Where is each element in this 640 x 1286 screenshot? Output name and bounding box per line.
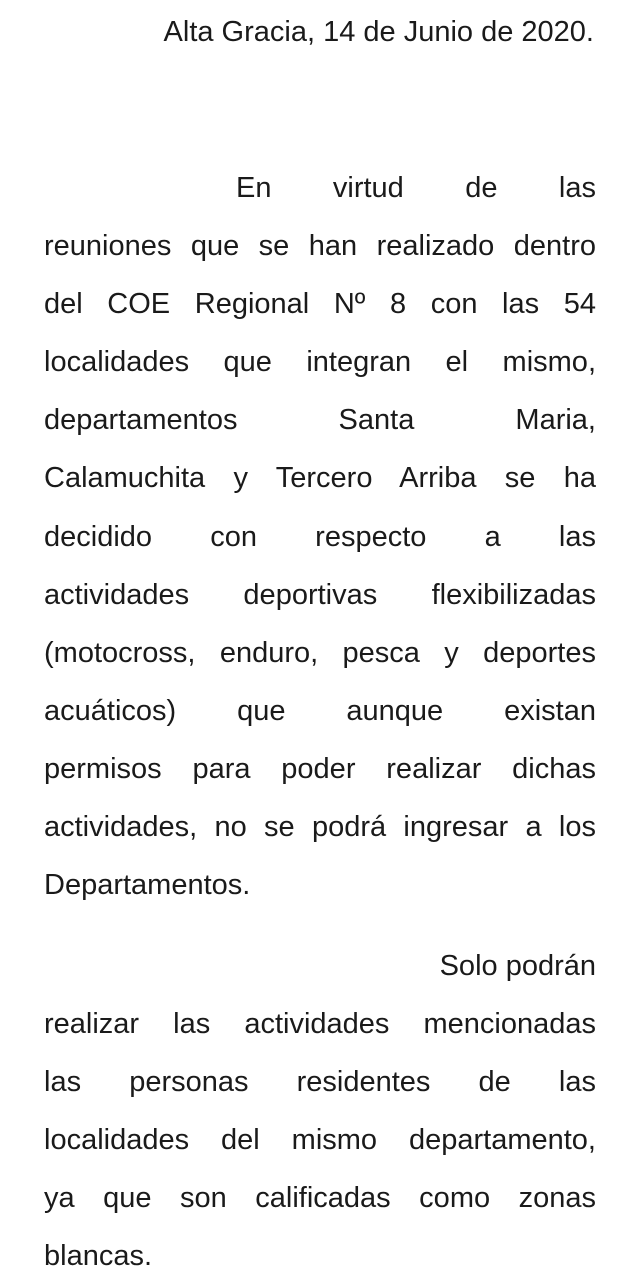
paragraph-line: Calamuchita y Tercero Arriba se ha xyxy=(44,462,596,495)
paragraph-line: actividades deportivas flexibilizadas xyxy=(44,578,596,611)
paragraph-line: reuniones que se han realizado dentro xyxy=(44,230,596,263)
word: virtud xyxy=(332,172,404,204)
paragraph-line: localidades del mismo departamento, xyxy=(44,1124,596,1157)
word: En xyxy=(236,172,272,204)
paragraph-line: blancas. xyxy=(44,1240,153,1273)
paragraph-line: Departamentos. xyxy=(44,869,251,902)
paragraph-line: localidades que integran el mismo, xyxy=(44,346,596,379)
word: las xyxy=(558,172,596,204)
paragraph-line: acuáticos) que aunque existan xyxy=(44,694,596,727)
paragraph-line: ya que son calificadas como zonas xyxy=(44,1182,596,1215)
paragraph-line: decidido con respecto a las xyxy=(44,520,596,553)
paragraph-2-first-line: Solo podrán xyxy=(439,950,596,982)
paragraph-2 xyxy=(44,937,596,1286)
paragraph-line: permisos para poder realizar dichas xyxy=(44,752,596,785)
letter-date: Alta Gracia, 14 de Junio de 2020. xyxy=(163,16,594,48)
paragraph-line: (motocross, enduro, pesca y deportes xyxy=(44,636,596,669)
word: de xyxy=(465,172,498,204)
paragraph-line: del COE Regional Nº 8 con las 54 xyxy=(44,288,596,321)
paragraph-line: realizar las actividades mencionadas xyxy=(44,1008,596,1041)
paragraph-line: departamentos Santa Maria, xyxy=(44,404,596,437)
paragraph-line: actividades, no se podrá ingresar a los xyxy=(44,811,596,844)
paragraph-line: las personas residentes de las xyxy=(44,1066,596,1099)
paragraph-1-first-line xyxy=(44,159,596,217)
paragraph-1 xyxy=(44,159,596,914)
